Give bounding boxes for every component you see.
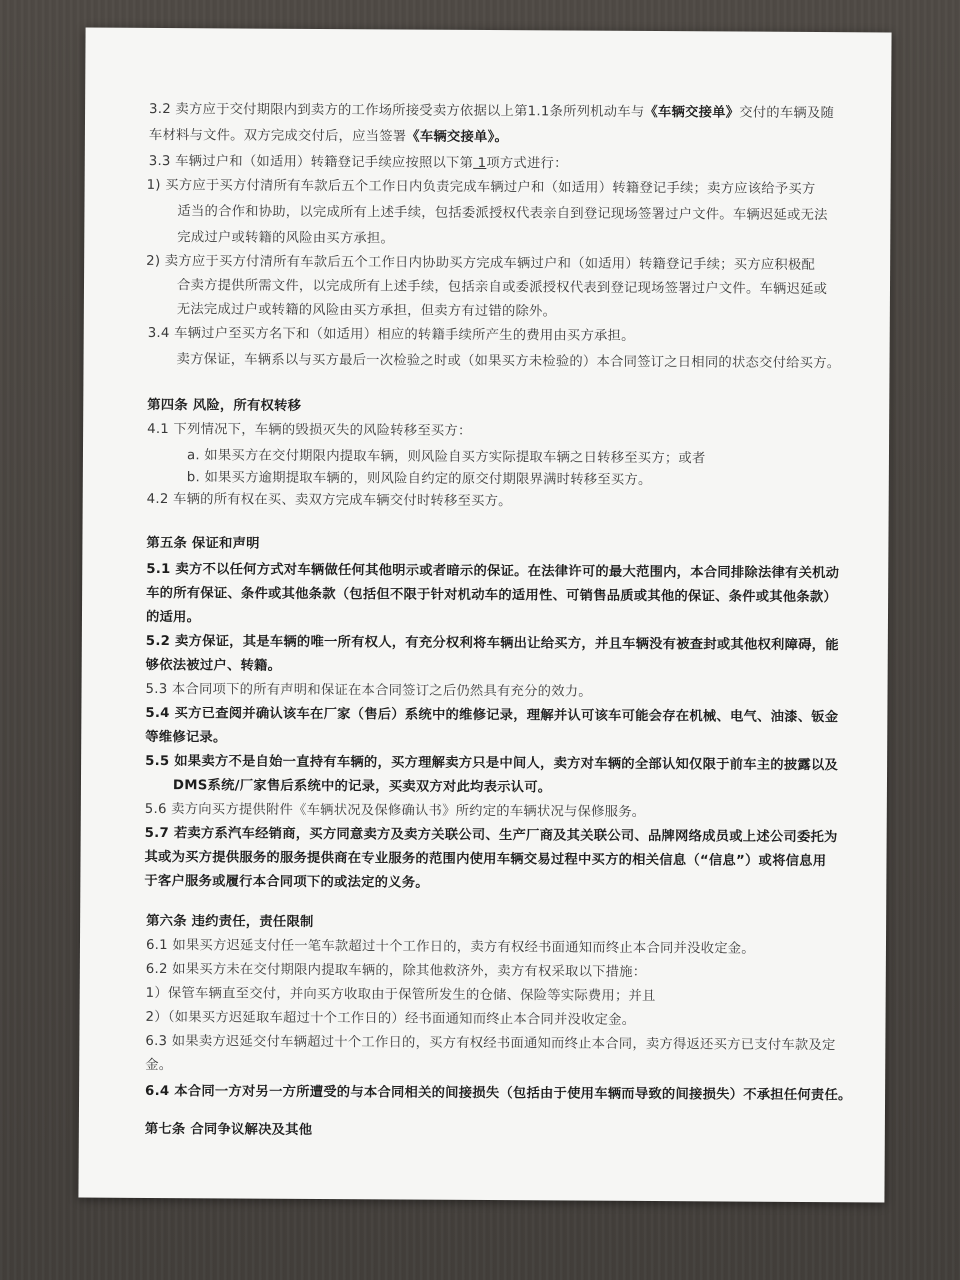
- text: 车材料与文件。双方完成交付后，应当签署: [148, 127, 407, 145]
- document-name: 《车辆交接单》: [644, 104, 740, 121]
- clause-6-4: 6.4 本合同一方对另一方所遭受的与本合同相关的间接损失（包括由于使用车辆而导致的间接损失）不承担任何责任。: [145, 1083, 852, 1104]
- clause-4-1: 4.1 下列情况下，车辆的毁损灭失的风险转移至买方：: [147, 421, 472, 439]
- clause-6-2-item-1: 1）保管车辆直至交付，并向买方收取由于保管所发生的仓储、保险等实际费用；并且: [145, 985, 656, 1005]
- clause-3-4-guarantee: 卖方保证，车辆系以与买方最后一次检验之时或（如果买方未检验的）本合同签订之日相同的状态交付给买方。: [176, 352, 841, 372]
- clause-3-4: 3.4 车辆过户至买方名下和（如适用）相应的转籍手续所产生的费用由买方承担。: [147, 325, 635, 344]
- clause-5-1-line-2: 车的所有保证、条件或其他条款（包括但不限于针对机动车的适用性、可销售品质或其他的保证、条件或其他条款）: [146, 585, 838, 606]
- document-name: 《车辆交接单》: [406, 129, 495, 146]
- article-4-heading: 第四条 风险，所有权转移: [147, 397, 302, 414]
- clause-5-6: 5.6 卖方向买方提供附件《车辆状况及保修确认书》所约定的车辆状况与保修服务。: [144, 801, 646, 820]
- clause-6-2-item-2: 2）（如果买方迟延取车超过十个工作日的）经书面通知而终止本合同并没收定金。: [145, 1009, 636, 1028]
- clause-5-4-line-1: 5.4 买方已查阅并确认该车在厂家（售后）系统中的维修记录，理解并认可该车可能会存在机械、电气、油漆、钣金: [145, 705, 839, 726]
- option-1-line-2: 适当的合作和协助，以完成所有上述手续，包括委派授权代表亲自到登记现场签署过户文件。车辆迟延或无法: [177, 204, 828, 224]
- clause-4-1-a: a. 如果买方在交付期限内提取车辆，则风险自买方实际提取车辆之日转移至买方；或者: [186, 448, 706, 467]
- clause-6-2: 6.2 如果买方未在交付期限内提取车辆的，除其他救济外，卖方有权采取以下措施：: [145, 961, 647, 980]
- article-7-heading: 第七条 合同争议解决及其他: [144, 1121, 313, 1138]
- option-2-line-1: 2) 卖方应于买方付清所有车款后五个工作日内协助买方完成车辆过户和（如适用）转籍登记手续；买方应积极配: [146, 253, 816, 274]
- clause-4-2: 4.2 车辆的所有权在买、卖双方完成车辆交付时转移至买方。: [146, 491, 512, 510]
- clause-5-5-line-2: DMS系统/厂家售后系统中的记录，买卖双方对此均表示认可。: [172, 778, 552, 796]
- article-5-heading: 第五条 保证和声明: [146, 535, 260, 552]
- text: 项方式进行：: [486, 155, 568, 172]
- text: 3.2 卖方应于交付期限内到卖方的工作场所接受卖方依据以上第1.1条所列机动车与: [149, 101, 645, 120]
- text: 3.3 车辆过户和（如适用）转籍登记手续应按照以下第: [148, 153, 474, 171]
- option-2-line-3: 无法完成过户或转籍的风险由买方承担，但卖方有过错的除外。: [176, 302, 557, 320]
- clause-5-1-line-3: 的适用。: [145, 609, 201, 626]
- clause-5-4-line-2: 等维修记录。: [145, 729, 227, 746]
- clause-5-5-line-1: 5.5 如果卖方不是自始一直持有车辆的，买方理解卖方只是中间人，卖方对车辆的全部认知仅限于前车主的披露以及: [145, 753, 839, 774]
- contract-page: [78, 28, 891, 1203]
- clause-3-3: [149, 152, 568, 175]
- clause-6-3-line-1: 6.3 如果卖方迟延交付车辆超过十个工作日的，买方有权经书面通知而终止本合同，卖方得返还买方已支付车款及定: [145, 1033, 836, 1054]
- clause-5-2-line-2: 够依法被过户、转籍。: [145, 657, 282, 674]
- clause-4-1-b: b. 如果买方逾期提取车辆的，则风险自约定的原交付期限界满时转移至买方。: [186, 470, 652, 489]
- article-6-heading: 第六条 违约责任，责任限制: [146, 913, 314, 930]
- clause-5-3: 5.3 本合同项下的所有声明和保证在本合同签订之后仍然具有充分的效力。: [145, 681, 592, 700]
- text: 。: [494, 130, 509, 146]
- text: 交付的车辆及随: [739, 105, 835, 122]
- clause-6-1: 6.1 如果买方迟延支付任一笔车款超过十个工作日的，卖方有权经书面通知而终止本合同并没收定金。: [145, 937, 755, 957]
- clause-5-2-line-1: 5.2 卖方保证，其是车辆的唯一所有权人，有充分权利将车辆出让给买方，并且车辆没有被查封或其他权利障碍，能: [145, 633, 839, 654]
- option-2-line-2: 合卖方提供所需文件，以完成所有上述手续，包括亲自或委派授权代表到登记现场签署过户文件。车辆迟延或: [176, 278, 828, 298]
- clause-3-2-line-1: [149, 100, 834, 124]
- clause-3-2-line-2: [149, 126, 508, 148]
- clause-5-7-line-1: 5.7 若卖方系汽车经销商，买方同意卖方及卖方关联公司、生产厂商及其关联公司、品牌网络成员或上述公司委托为: [144, 825, 838, 846]
- option-1-line-1: 1) 买方应于买方付清所有车款后五个工作日内负责完成车辆过户和（如适用）转籍登记手续；卖方应该给予买方: [146, 177, 816, 198]
- option-number: 1: [473, 155, 487, 171]
- clause-5-7-line-2: 其或为买方提供服务的服务提供商在专业服务的范围内使用车辆交易过程中买方的相关信息（“信息”）或将信息用: [144, 849, 827, 870]
- clause-5-7-line-3: 于客户服务或履行本合同项下的或法定的义务。: [144, 873, 429, 891]
- clause-5-1-line-1: 5.1 卖方不以任何方式对车辆做任何其他明示或者暗示的保证。在法律许可的最大范围内，本合同排除法律有关机动: [146, 561, 840, 582]
- clause-6-3-line-2: 金。: [145, 1057, 173, 1074]
- option-1-line-3: 完成过户或转籍的风险由买方承担。: [177, 230, 395, 247]
